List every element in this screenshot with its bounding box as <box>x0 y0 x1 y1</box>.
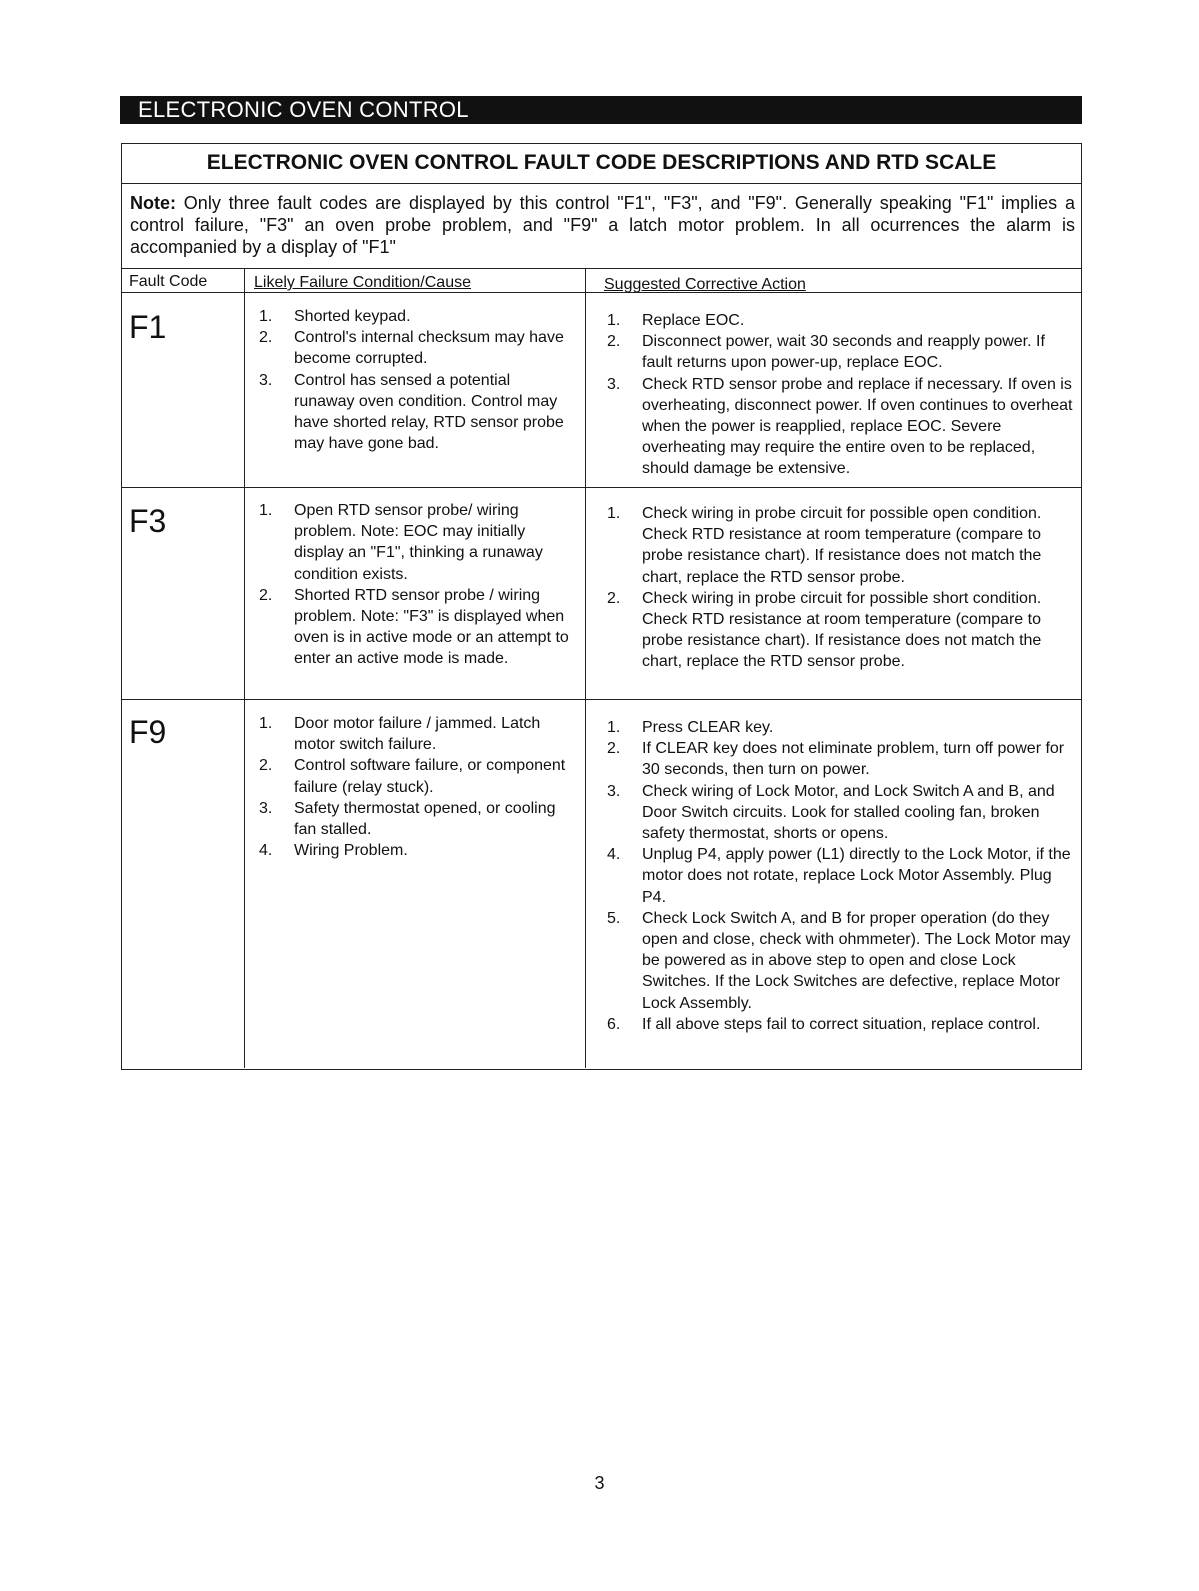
list-item: 1. Door motor failure / jammed. Latch motor switch failure. <box>259 715 541 754</box>
column-header-fault-code: Fault Code <box>129 273 208 290</box>
f3-cause-list <box>250 500 570 670</box>
column-header-cause: Likely Failure Condition/Cause <box>254 274 471 291</box>
list-item: 4. Wiring Problem. <box>259 842 408 860</box>
f9-cause-list <box>250 713 570 861</box>
list-item: 3. Check RTD sensor probe and replace if necessary. If oven is overheating, disconnect power. If oven continues to overheat when the power is reapplied, replace EOC. Severe overheating may require the entire oven to be replaced, should damage be extensive. <box>607 375 1073 478</box>
list-item: 2. Control software failure, or component failure (relay stuck). <box>259 757 566 796</box>
note-paragraph <box>130 192 1075 258</box>
list-item: 1. Check wiring in probe circuit for possible open condition. Check RTD resistance at room temperature (compare to probe resistance chart). If resistance does not match the chart, replace the RTD sensor probe. <box>607 505 1042 586</box>
column-header-action: Suggested Corrective Action <box>604 276 806 293</box>
row-f1-bottom-rule <box>122 487 1081 488</box>
row-f3-bottom-rule <box>122 699 1081 700</box>
list-item: 2. Control's internal checksum may have become corrupted. <box>259 329 564 368</box>
list-item: 2. Disconnect power, wait 30 seconds and reapply power. If fault returns upon power-up, replace EOC. <box>607 333 1045 372</box>
fault-code-table <box>121 143 1082 1070</box>
header-row-top-rule <box>122 268 1081 269</box>
column-rule-1 <box>244 268 245 1068</box>
list-item: 3. Safety thermostat opened, or cooling fan stalled. <box>259 799 556 839</box>
list-item: 4. Unplug P4, apply power (L1) directly to the Lock Motor, if the motor does not rotate, replace Lock Motor Assembly. Plug P4. <box>607 846 1071 906</box>
section-header: ELECTRONIC OVEN CONTROL <box>120 96 1082 124</box>
list-item: 1. Press CLEAR key. <box>607 719 774 736</box>
fault-code-f1: F1 <box>129 309 167 345</box>
table-title: ELECTRONIC OVEN CONTROL FAULT CODE DESCRIPTIONS AND RTD SCALE <box>122 144 1081 184</box>
list-item: 1. Replace EOC. <box>607 312 745 329</box>
fault-code-f9: F9 <box>129 714 167 750</box>
f9-action-list <box>598 717 1073 1035</box>
list-item: 1. Shorted keypad. <box>259 308 411 325</box>
list-item: 6. If all above steps fail to correct situation, replace control. <box>607 1015 1041 1033</box>
f1-action-list <box>598 310 1073 480</box>
f1-cause-list <box>250 306 570 454</box>
fault-code-f3: F3 <box>129 503 167 539</box>
list-item: 3. Control has sensed a potential runaway oven condition. Control may have shorted relay, RTD sensor probe may have gone bad. <box>259 371 564 453</box>
note-text: Only three fault codes are displayed by this control "F1", "F3", and "F9". Generally speaking "F1" implies a control failure, "F3" an oven probe problem, and "F9" a latch motor problem. In all ocurrences the alarm is accompanied by a display of "F1" <box>130 193 1075 257</box>
list-item: 1. Open RTD sensor probe/ wiring problem. Note: EOC may initially display an "F1", thinking a runaway condition exists. <box>259 502 543 583</box>
f3-action-list <box>598 503 1073 673</box>
list-item: 2. Check wiring in probe circuit for possible short condition. Check RTD resistance at room temperature (compare to probe resistance chart). If resistance does not match the chart, replace the RTD sensor probe. <box>607 589 1042 671</box>
list-item: 5. Check Lock Switch A, and B for proper operation (do they open and close, check with ohmmeter). The Lock Motor may be powered as in above step to open and close Lock Switches. If the Lock Switches are defective, replace Motor Lock Assembly. <box>607 909 1071 1012</box>
list-item: 2. If CLEAR key does not eliminate problem, turn off power for 30 seconds, then turn on power. <box>607 740 1065 779</box>
note-label: Note: <box>130 193 176 213</box>
list-item: 2. Shorted RTD sensor probe / wiring problem. Note: "F3" is displayed when oven is in active mode or an attempt to enter an active mode is made. <box>259 586 569 668</box>
page-number: 3 <box>594 1473 605 1493</box>
list-item: 3. Check wiring of Lock Motor, and Lock Switch A and B, and Door Switch circuits. Look for stalled cooling fan, broken safety thermostat, shorts or opens. <box>607 782 1055 843</box>
column-rule-2 <box>585 268 586 1068</box>
